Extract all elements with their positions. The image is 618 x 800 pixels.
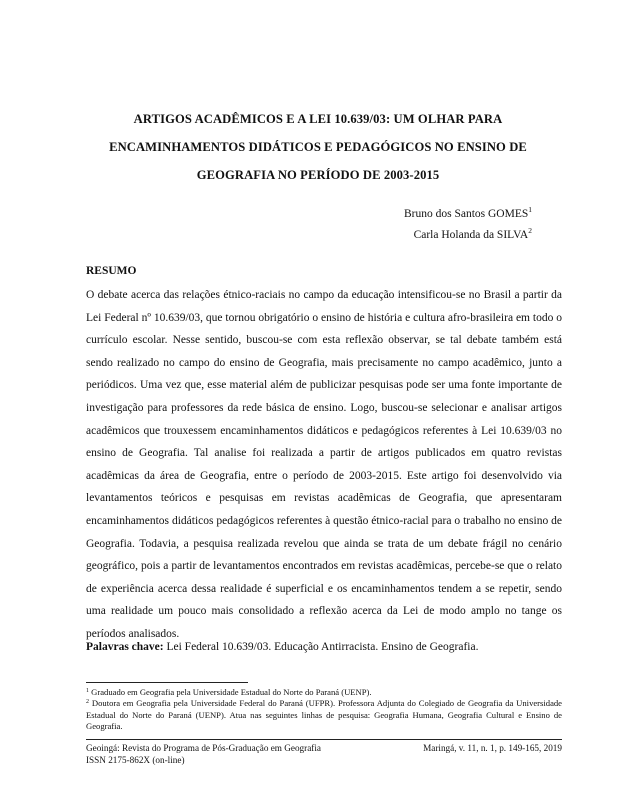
keywords <box>86 641 478 653</box>
footnote-number: 1 <box>86 688 89 694</box>
journal-citation: Maringá, v. 11, n. 1, p. 149-165, 2019 <box>423 743 562 753</box>
footnote-text: Doutora em Geografia pela Universidade Federal do Paraná (UFPR). Professora Adjunta do Colegiado de Geografia da Universidade Estadual do Norte do Paraná (UENP). Atua nas seguintes linhas de pesquisa: Geografia Humana, Geografia Cultural e Ensino de Geografia. <box>86 698 562 731</box>
keywords-text: Lei Federal 10.639/03. Educação Antirracista. Ensino de Geografia. <box>166 641 479 653</box>
page-footer-divider <box>86 739 562 740</box>
footnote-marker: 1 <box>528 205 532 214</box>
abstract-heading: RESUMO <box>86 265 137 277</box>
author-name: Bruno dos Santos GOMES <box>403 208 529 220</box>
footnote-marker: 2 <box>528 226 532 235</box>
author-entry <box>404 225 532 246</box>
keywords-label: Palavras chave: <box>86 641 164 653</box>
journal-name: Geoingá: Revista do Programa de Pós-Graduação em Geografia <box>86 743 321 753</box>
footnotes <box>86 687 562 732</box>
author-entry <box>404 204 532 225</box>
abstract-text: O debate acerca das relações étnico-raciais no campo da educação intensificou-se no Brasil a partir da Lei Federal nº 10.639/03, que tornou obrigatório o ensino de história e cultura afro-brasileira em todo o currículo escolar. Nesse sentido, buscou-se com esta reflexão observar, se tal debate também está sendo realizado no campo do ensino de Geografia, mais precisamente no campo acadêmico, junto a periódicos. Uma vez que, esse material além de publicizar pesquisas pode ser uma fonte importante de investigação para professores da rede básica de ensino. Logo, buscou-se selecionar e analisar artigos acadêmicos que trouxessem encaminhamentos didáticos e pedagógicos referentes à Lei 10.639/03 no ensino de Geografia. Tal analise foi realizada a partir de artigos publicados em quatro revistas acadêmicas da área de Geografia, entre o período de 2003-2015. Este artigo foi desenvolvido via levantamentos teóricos e pesquisas em revistas acadêmicas de Geografia, que apresentaram encaminhamentos didáticos pedagógicos referentes à questão étnico-racial para o trabalho no ensino de Geografia. Todavia, a pesquisa realizada revelou que ainda se trata de um debate frágil no cenário geográfico, pois a partir de levantamentos encontrados em revistas acadêmicas, percebe-se que o relato de experiência acerca dessa realidade é superficial e os encaminhamentos tendem a se repetir, sendo uma realidade um pouco mais consolidado a reflexão acerca da Lei de modo amplo no tange os períodos analisados. <box>86 289 562 640</box>
author-list <box>404 204 532 246</box>
footnote <box>86 687 562 698</box>
footnote-number: 2 <box>86 699 89 706</box>
author-name: Carla Holanda da SILVA <box>413 229 529 241</box>
footnote-text: Graduado em Geografia pela Universidade Estadual do Norte do Paraná (UENP). <box>91 687 372 697</box>
page-footer <box>86 742 562 766</box>
footnote <box>86 698 562 732</box>
footnote-divider <box>86 682 248 683</box>
journal-issn: ISSN 2175-862X (on-line) <box>86 755 185 765</box>
article-title: ARTIGOS ACADÊMICOS E A LEI 10.639/03: UM OLHAR PARA ENCAMINHAMENTOS DIDÁTICOS E PEDAGÓGICOS NO ENSINO DE GEOGRAFIA NO PERÍODO DE 2003-2015 <box>109 112 527 182</box>
